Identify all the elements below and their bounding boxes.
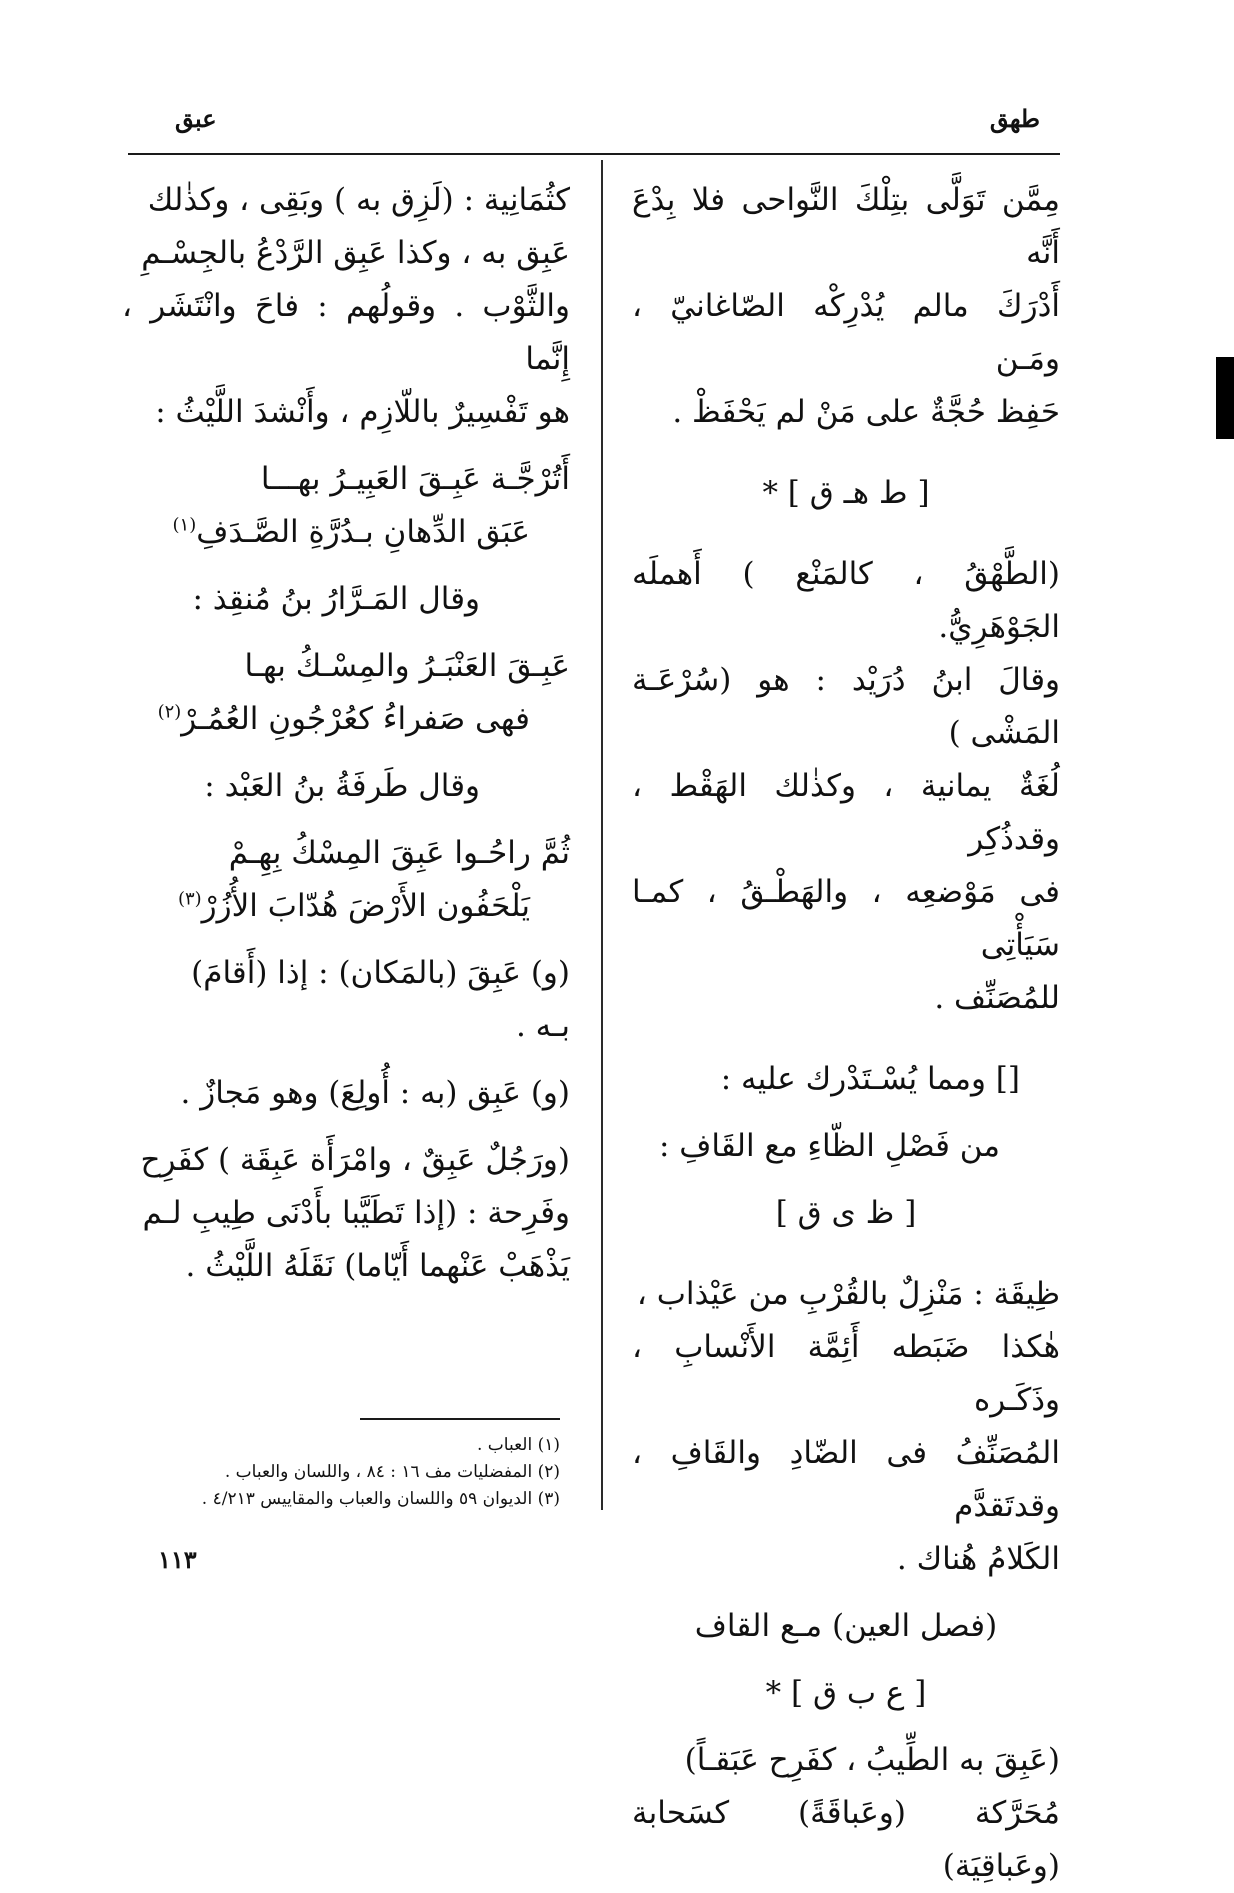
text-line: عَبِق به ، وكذا عَبِق الرَّدْعُ بالجِسْـمِ: [141, 235, 570, 271]
verse-line: [122, 693, 570, 746]
text-line: يَذْهَبْ عَنْهما أَيّاما) نَقَلَهُ اللَّيْثُ .: [185, 1248, 570, 1284]
column-divider: [601, 160, 603, 1510]
footnote-marker: (١): [172, 514, 197, 536]
text-line: الكَلامُ هُناك .: [896, 1541, 1060, 1577]
entry-heading: [ ظ ى ق ]: [775, 1195, 917, 1231]
running-head-right: طهق: [989, 104, 1040, 133]
text-line: كثُمَانِية : (لَزِق به ) وبَقِى ، وكذٰلك: [147, 182, 570, 218]
verse-line: [122, 506, 570, 559]
section-heading: من فَصْلِ الظّاءِ مع القَافِ :: [658, 1128, 1000, 1164]
text-line: وفَرِحة : (إذا تَطَيَّبا بأَدْنَى طِيبِ لـم: [142, 1195, 570, 1231]
text-line: (و) عَبِقَ (بالمَكان) : إذا (أَقامَ): [191, 955, 570, 991]
verse-text: يَلْحَفُون الأَرْضَ هُدّابَ الأُزُرْ: [201, 888, 530, 924]
page-number: ١١٣: [158, 1545, 197, 1574]
text-line: لُغَةٌ يمانية ، وكذٰلك الهَقْط ، وقدذُكِر: [632, 768, 1060, 857]
footnote: (١) العباب .: [476, 1435, 560, 1455]
text-line: بـه .: [515, 1008, 570, 1044]
text-line: ظِيقَة : مَنْزِلٌ بالقُرْبِ من عَيْذاب ،: [636, 1276, 1060, 1312]
entry-heading: [ ع ب ق ] *: [765, 1675, 927, 1711]
right-column: [632, 174, 1060, 1893]
footnote-rule: [360, 1418, 560, 1420]
verse-line: عَبِـقَ العَنْبَـرُ والمِسْـكُ بهـا: [244, 648, 570, 684]
footnotes: [130, 1432, 560, 1513]
footnote: (٢) المفضليات مف ١٦ : ٨٤ ، واللسان والعباب .: [224, 1462, 560, 1482]
verse-text: عَبَق الدِّهانِ بـدُرَّةِ الصَّـدَفِ: [196, 514, 530, 550]
text-line: مُحَرَّكة (وعَباقَةً) كسَحابة (وعَباقِيَة): [632, 1795, 1060, 1884]
text-line: أَدْرَكَ مالم يُدْرِكْه الصّاغانيّ ، ومَـن: [632, 288, 1060, 377]
attribution-line: وقال المَـرَّارُ بنُ مُنقِذ :: [192, 581, 480, 617]
section-heading: (فصل العين) مـع القاف: [694, 1608, 998, 1644]
text-line: [] ومما يُسْـتَدْرك عليه :: [720, 1061, 1020, 1097]
verse-line: ثُمَّ راحُـوا عَبِقَ المِسْكُ بِهِـمْ: [228, 835, 570, 871]
text-line: للمُصَنِّف .: [934, 980, 1060, 1016]
text-line: هو تَفْسِيرٌ باللّازِم ، وأَنْشدَ اللَّيْثُ :: [155, 394, 570, 430]
text-line: (و) عَبِق (به : أُولِعَ) وهو مَجازٌ .: [180, 1075, 570, 1111]
text-line: المُصَنِّفُ فى الضّادِ والقَافِ ، وقدتَقدَّم: [632, 1435, 1060, 1524]
running-head-left: عبق: [175, 104, 217, 133]
text-line: فى مَوْضعِه ، والهَطْـقُ ، كمـا سَيَأْتِى: [632, 874, 1060, 963]
text-line: حَفِظ حُجَّةٌ على مَنْ لم يَحْفَظْ .: [672, 394, 1060, 430]
text-line: وقالَ ابنُ دُرَيْد : هو (سُرْعَـة المَشْى ): [632, 662, 1060, 751]
text-line: (عَبِقَ به الطِّيبُ ، كفَرِح عَبَقـاً): [684, 1742, 1060, 1778]
text-line: والثَّوْب . وقولُهم : فاحَ وانْتَشَر ، إِنَّما: [122, 288, 570, 377]
text-line: (الطَّهْقُ ، كالمَنْع ) أَهملَه الجَوْهَرِيُّ.: [632, 556, 1060, 645]
footnote: (٣) الديوان ٥٩ واللسان والعباب والمقاييس ٤/٢١٣ .: [201, 1489, 560, 1509]
footnote-marker: (٣): [177, 888, 202, 910]
left-column: [122, 174, 570, 1293]
verse-line: أَتُرْجَّـة عَبِـقَ العَبِيـرُ بهـــا: [260, 461, 570, 497]
text-line: مِمَّن تَوَلَّى بتِلْكَ النَّواحى فلا بِدْعَ أَنَّه: [632, 182, 1060, 271]
entry-heading: [ ط هـ ق ] *: [762, 475, 930, 511]
verse-text: فهى صَفراءُ كعُرْجُونِ العُمُـرْ: [181, 701, 530, 737]
header-rule: [128, 153, 1060, 155]
thumb-index-mark: [1216, 357, 1234, 439]
footnote-marker: (٢): [157, 701, 182, 723]
verse-line: [122, 880, 570, 933]
text-line: (ورَجُلٌ عَبِقٌ ، وامْرَأَة عَبِقَة ) كفَرِح: [140, 1142, 570, 1178]
text-line: هٰكذا ضَبَطه أَئِمَّة الأَنْسابِ ، وذَكَـره: [632, 1329, 1060, 1418]
attribution-line: وقال طَرفَةُ بنُ العَبْد :: [204, 768, 480, 804]
